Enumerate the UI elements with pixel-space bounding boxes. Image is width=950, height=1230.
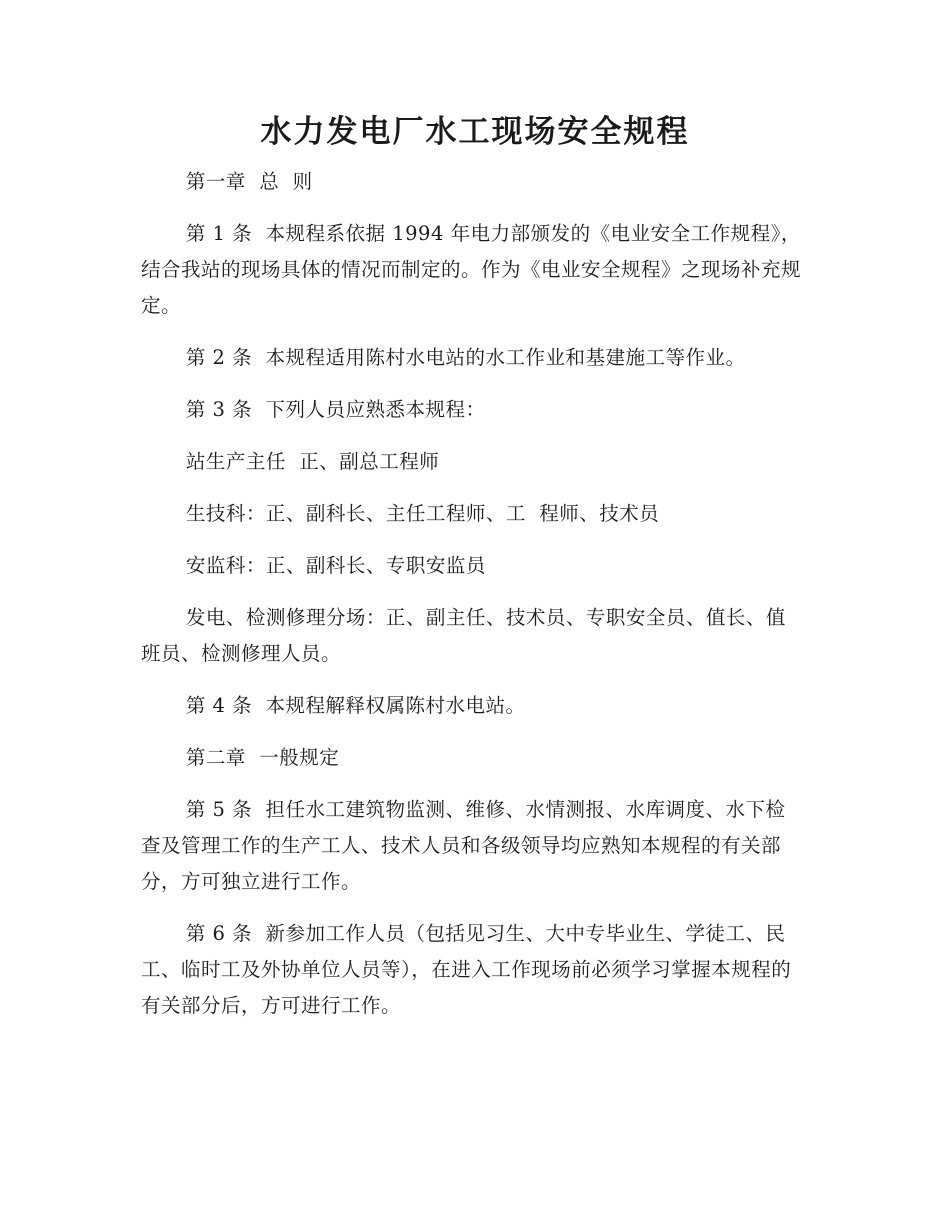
personnel-generation: 发电、检测修理分场：正、副主任、技术员、专职安全员、值长、值班员、检测修理人员。 — [141, 606, 786, 665]
article-1: 第 1 条 本规程系依据 1994 年电力部颁发的《电业安全工作规程》，结合我站的现场具体的情况而制定的。作为《电业安全规程》之现场补充规定。 — [141, 222, 802, 317]
article-2: 第 2 条 本规程适用陈村水电站的水工作业和基建施工等作业。 — [185, 346, 746, 369]
chapter-1-heading: 第一章 总 则 — [185, 170, 313, 193]
document-title: 水力发电厂水工现场安全规程 — [260, 114, 690, 150]
personnel-station: 站生产主任 正、副总工程师 — [185, 450, 440, 473]
article-6: 第 6 条 新参加工作人员（包括见习生、大中专毕业生、学徒工、民工、临时工及外协单位人员等），在进入工作现场前必须学习掌握本规程的有关部分后，方可进行工作。 — [141, 922, 792, 1017]
article-4: 第 4 条 本规程解释权属陈村水电站。 — [185, 694, 526, 717]
chapter-2-heading: 第二章 一般规定 — [185, 746, 340, 769]
personnel-safety-dept: 安监科：正、副科长、专职安监员 — [185, 554, 486, 577]
document-body — [141, 164, 803, 1040]
personnel-tech-dept: 生技科：正、副科长、主任工程师、工 程师、技术员 — [185, 502, 660, 525]
article-3: 第 3 条 下列人员应熟悉本规程： — [185, 398, 486, 421]
article-5: 第 5 条 担任水工建筑物监测、维修、水情测报、水库调度、水下检查及管理工作的生产工人、技术人员和各级领导均应熟知本规程的有关部分，方可独立进行工作。 — [141, 798, 786, 893]
